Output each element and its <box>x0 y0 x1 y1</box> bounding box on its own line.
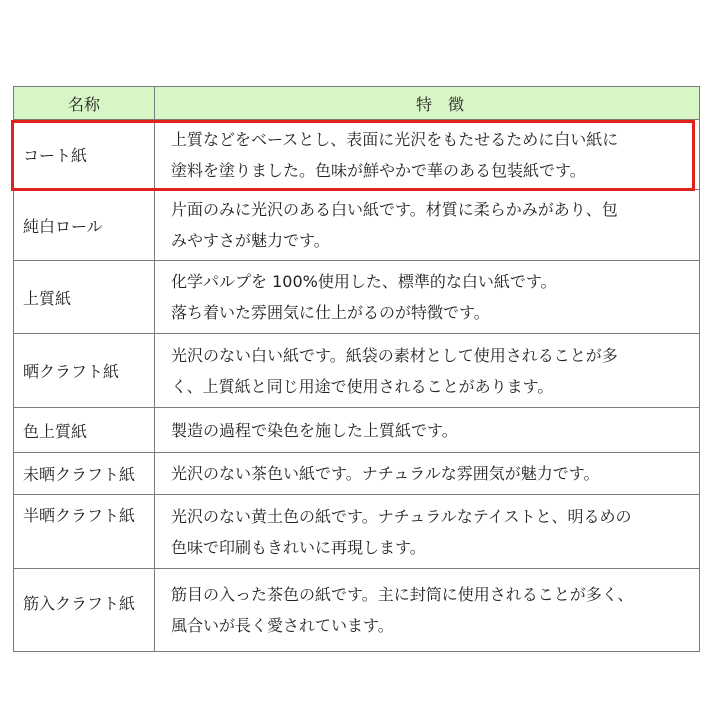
paper-name: 未晒クラフト紙 <box>14 453 155 495</box>
description-line: 風合いが長く愛されています。 <box>171 616 394 635</box>
paper-name: 晒クラフト紙 <box>14 334 155 408</box>
description-line: 塗料を塗りました。色味が鮮やかで華のある包装紙です。 <box>171 160 586 180</box>
table-row <box>14 569 700 652</box>
description-line: 落ち着いた雰囲気に仕上がるのが特徴です。 <box>171 303 490 322</box>
paper-description <box>155 453 700 495</box>
table-row <box>14 453 700 495</box>
paper-description <box>155 408 700 453</box>
description-line: 製造の過程で染色を施した上質紙です。 <box>171 420 458 440</box>
table-row <box>14 190 700 261</box>
description-line: 光沢のない白い紙です。紙袋の素材として使用されることが多 <box>171 345 618 365</box>
paper-description <box>155 261 700 334</box>
description-line: 化学パルプを 100%使用した、標準的な白い紙です。 <box>171 272 557 291</box>
table-row <box>14 120 700 190</box>
header-name: 名称 <box>14 87 155 120</box>
paper-description <box>155 190 700 261</box>
description-line: みやすさが魅力です。 <box>171 231 330 250</box>
description-line: 色味で印刷もきれいに再現します。 <box>171 537 426 557</box>
paper-description <box>155 120 700 190</box>
table-row <box>14 261 700 334</box>
description-line: 光沢のない黄土色の紙です。ナチュラルなテイストと、明るめの <box>171 506 632 526</box>
header-feature: 特 徴 <box>155 87 700 120</box>
paper-description <box>155 334 700 408</box>
paper-description <box>155 569 700 652</box>
paper-description <box>155 495 700 569</box>
table-header-row <box>14 87 700 120</box>
description-line: 片面のみに光沢のある白い紙です。材質に柔らかみがあり、包 <box>171 200 618 219</box>
paper-name: 半晒クラフト紙 <box>14 495 155 569</box>
paper-types-table <box>13 86 700 652</box>
paper-name: 純白ロール <box>14 190 155 261</box>
table-row <box>14 334 700 408</box>
paper-name: 色上質紙 <box>14 408 155 453</box>
description-line: 光沢のない茶色い紙です。ナチュラルな雰囲気が魅力です。 <box>171 464 600 483</box>
paper-name: 筋入クラフト紙 <box>14 569 155 652</box>
table-row <box>14 408 700 453</box>
description-line: 筋目の入った茶色の紙です。主に封筒に使用されることが多く、 <box>171 585 634 604</box>
paper-name: コート紙 <box>14 120 155 190</box>
table-row <box>14 495 700 569</box>
description-line: 上質などをベースとし、表面に光沢をもたせるために白い紙に <box>171 129 619 149</box>
paper-name: 上質紙 <box>14 261 155 334</box>
description-line: く、上質紙と同じ用途で使用されることがあります。 <box>171 376 554 396</box>
